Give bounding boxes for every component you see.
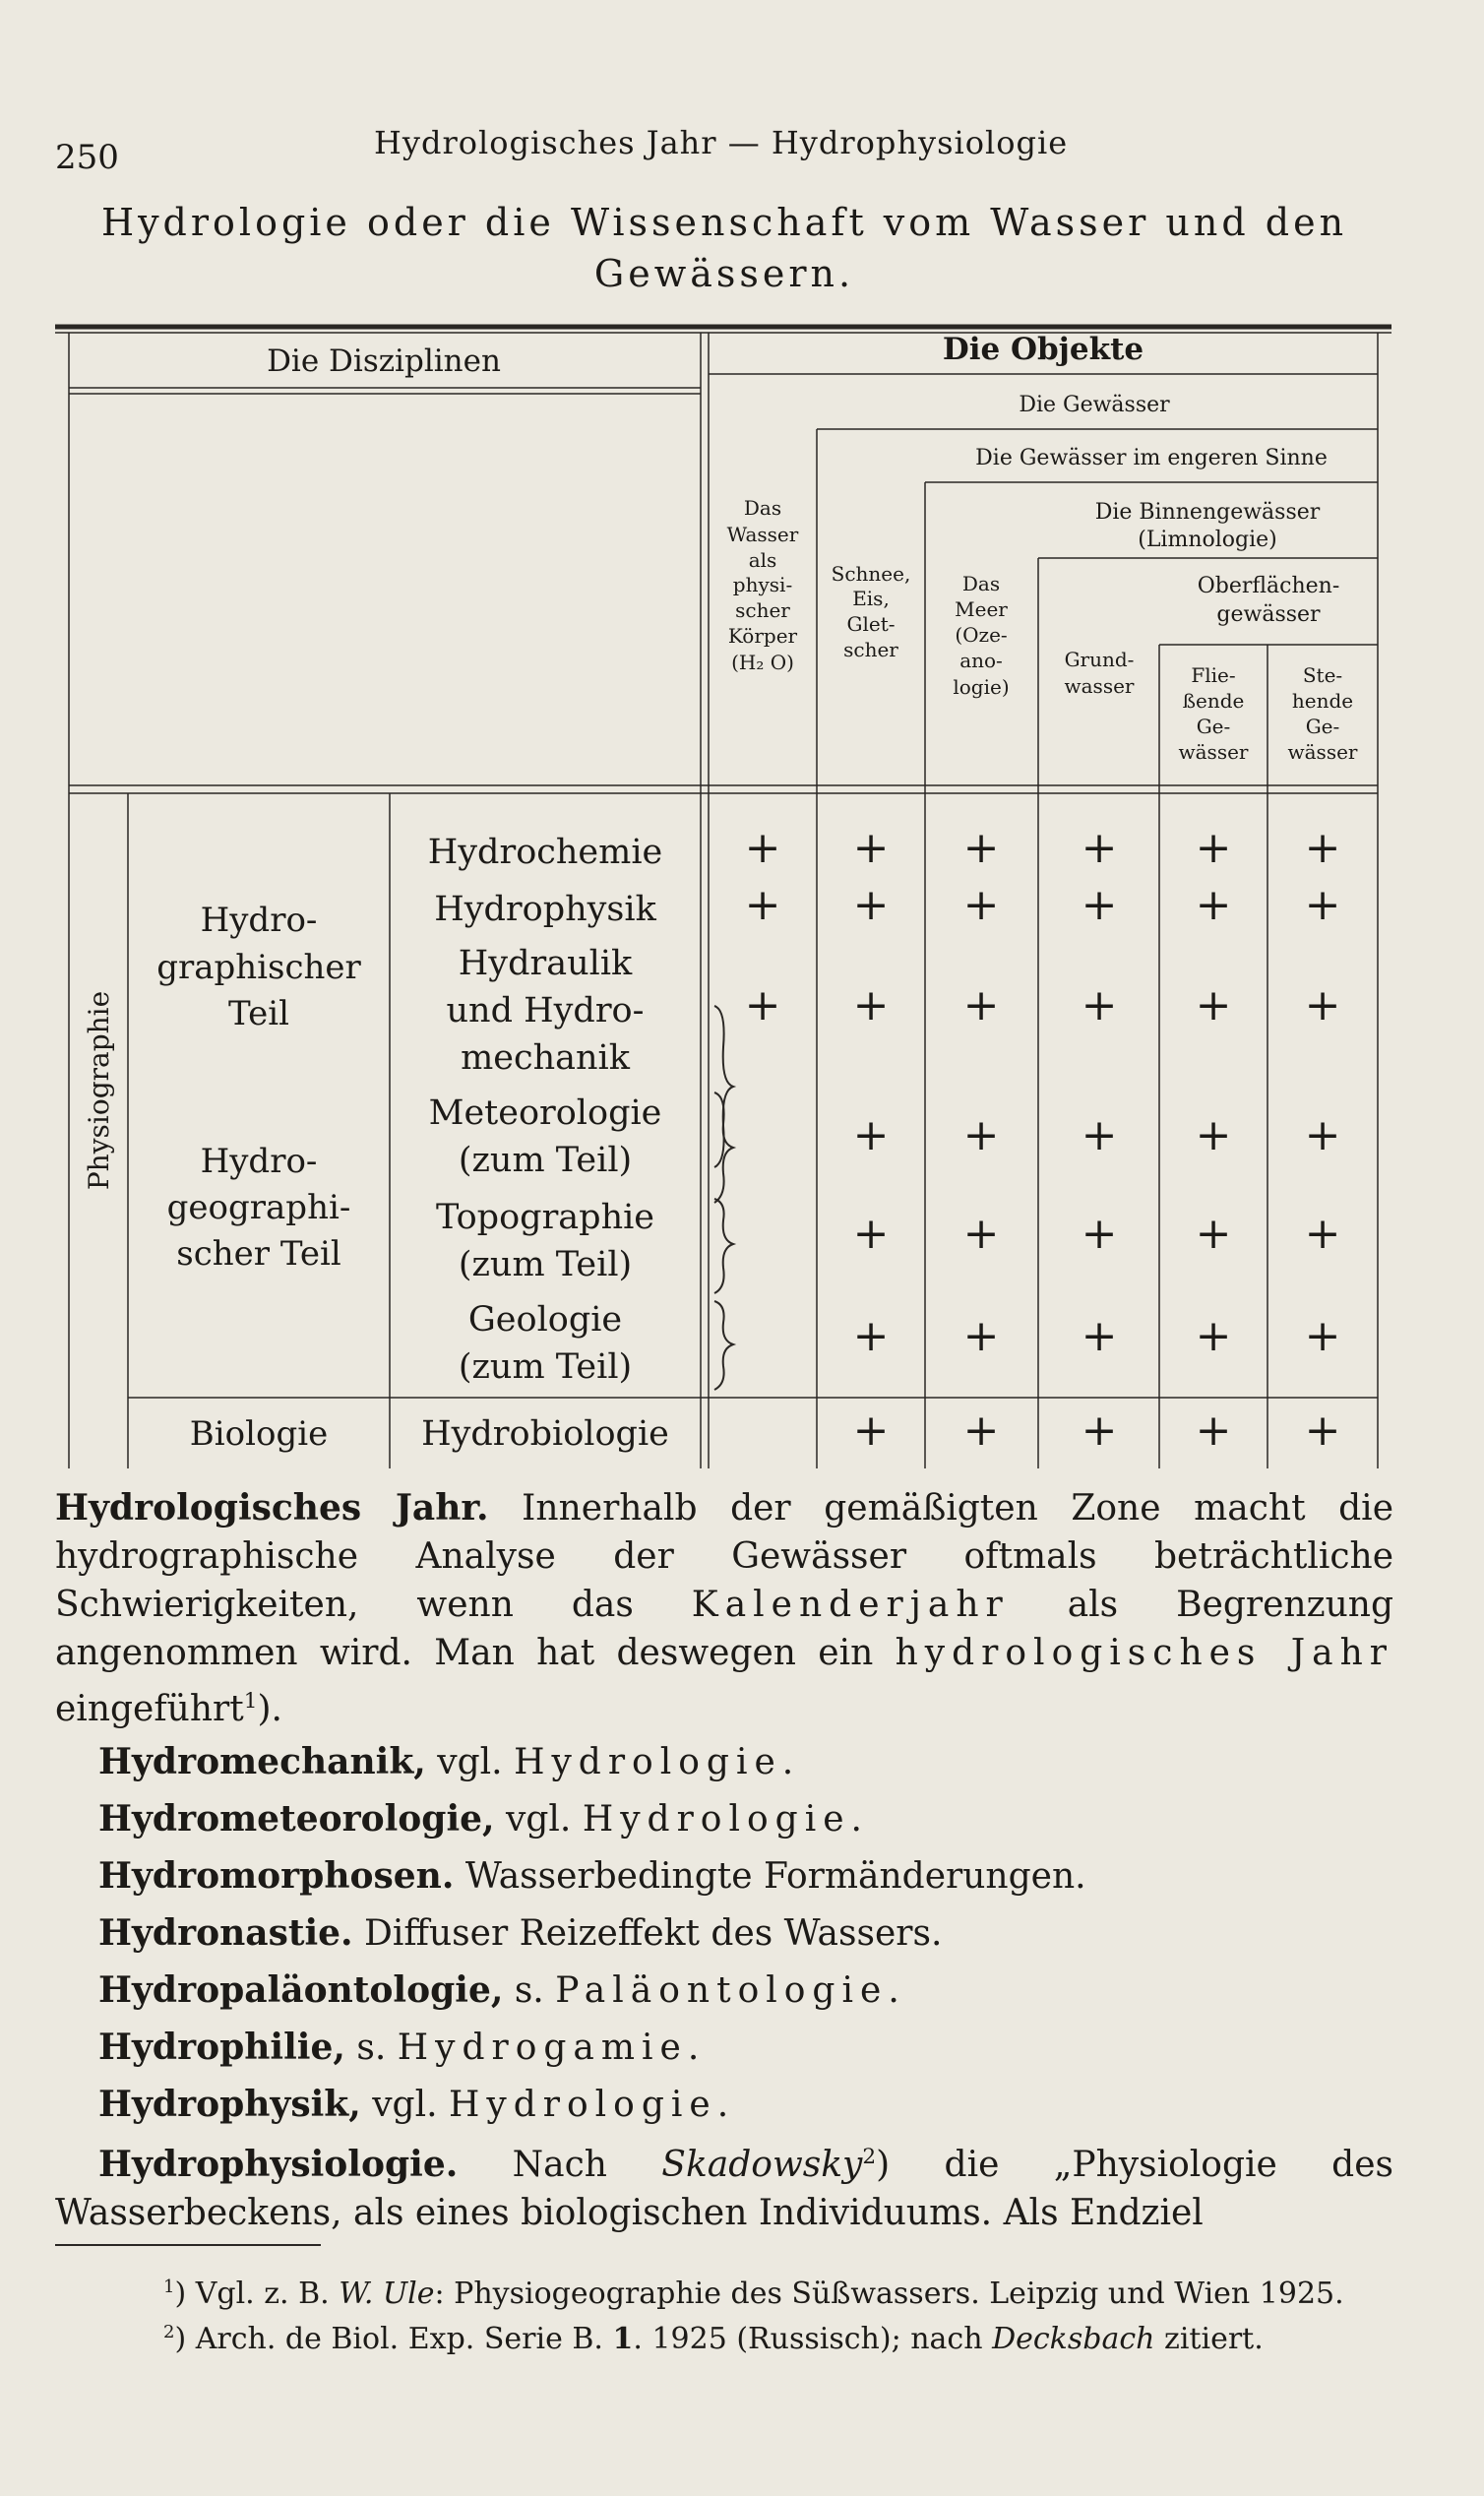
plus-mark: + [1195,1110,1232,1160]
body-text [55,1484,1393,2237]
discipline-name: Hydrobiologie [421,1414,669,1454]
svg-text:wässer: wässer [1287,740,1358,764]
header-gewaesser: Die Gewässer [1019,393,1170,417]
svg-text:Körper: Körper [727,624,798,648]
group-hydrographisch [156,901,361,1033]
plus-mark: + [1304,1405,1341,1456]
svg-text:graphischer: graphischer [156,948,361,987]
header-engeren-sinne: Die Gewässer im engeren Sinne [975,446,1328,470]
col-grund-header [1065,648,1135,698]
plus-mark: + [1081,1405,1118,1456]
svg-text:Das: Das [743,496,782,520]
plus-mark: + [1081,1311,1118,1361]
svg-text:Ste-: Ste- [1302,663,1343,687]
discipline-name: Hydraulik [458,944,633,983]
header-binnen-1: Die Binnengewässer [1094,500,1321,525]
plus-mark: + [962,823,1000,873]
entry-hydrometeorologie: Hydrometeorologie, vgl. Hydrologie. [98,1798,862,1840]
plus-mark: + [1304,823,1341,873]
entry-hydropalaeontologie: Hydropaläontologie, s. Paläontologie. [98,1969,899,2011]
plus-mark: + [1304,1311,1341,1361]
svg-text:Hydro-: Hydro- [200,901,318,940]
plus-mark: + [1081,1209,1118,1259]
discipline-name: (zum Teil) [458,1347,633,1387]
footnote-rule [55,2244,321,2246]
svg-text:Glet-: Glet- [846,612,896,636]
page-number: 250 [55,138,119,177]
header-oberflaechen-1: Oberflächen- [1197,574,1340,598]
table-title: Hydrologie oder die Wissenschaft vom Wasser und den Gewässern. [100,201,1348,295]
plus-mark: + [852,1110,890,1160]
plus-mark: + [1304,1209,1341,1259]
plus-mark: + [744,823,781,873]
col-stehende-header [1288,663,1358,764]
plus-mark: + [1304,980,1341,1030]
header-disziplinen: Die Disziplinen [267,343,501,379]
svg-text:Ge-: Ge- [1305,715,1340,738]
svg-text:Wasser: Wasser [726,523,799,546]
plus-mark: + [962,1110,1000,1160]
svg-text:Teil: Teil [228,994,289,1033]
entry-hydromorphosen: Hydromorphosen. Wasserbedingte Formänderungen. [98,1855,1086,1897]
discipline-name: mechanik [461,1038,630,1078]
svg-text:scher: scher [843,638,898,661]
svg-text:scher Teil: scher Teil [176,1234,341,1274]
footnote-2: $^2$) Arch. de Biol. Exp. Serie B. 1. 1925 (Russisch); nach Decksbach zitiert. [163,2322,1264,2356]
discipline-name: (zum Teil) [458,1245,633,1284]
plus-mark: + [1195,1311,1232,1361]
plus-mark: + [852,880,890,930]
svg-text:Meer: Meer [955,597,1008,621]
entry-hydrologisches-jahr: Hydrologisches Jahr. Innerhalb der gemäßigten Zone macht die hydrographische Analyse der Gewässer oftmals beträchtliche Schwierigkeiten, wenn das Kalenderjahr als Begrenzung angenommen wird. Man hat deswegen ein hydrologisches Jahr eingeführt$^1$). [55,1487,1394,1729]
discipline-name: Hydrophysik [434,890,656,929]
svg-text:Hydro-: Hydro- [200,1142,318,1181]
svg-text:wässer: wässer [1178,740,1249,764]
plus-mark: + [852,823,890,873]
plus-mark: + [962,1209,1000,1259]
group-hydrogeographisch [167,1142,351,1274]
header-objekte: Die Objekte [942,332,1144,367]
entry-hydronastie: Hydronastie. Diffuser Reizeffekt des Wassers. [98,1912,943,1954]
header-binnen-2: (Limnologie) [1138,528,1277,552]
svg-text:scher: scher [735,598,790,622]
plus-mark: + [852,980,890,1030]
svg-text:(H₂ O): (H₂ O) [731,651,794,674]
plus-mark: + [1081,980,1118,1030]
svg-text:ßende: ßende [1182,689,1245,713]
svg-text:Flie-: Flie- [1191,663,1236,687]
plus-mark: + [1081,880,1118,930]
entry-hydrophysiologie: Hydrophysiologie. Nach Skadowsky$^2$) die „Physiologie des Wasserbeckens, als eines biologischen Individuums. Als Endziel [55,2144,1394,2233]
svg-text:Das: Das [961,572,1001,595]
plus-mark: + [1195,823,1232,873]
plus-mark: + [852,1311,890,1361]
plus-mark: + [1081,823,1118,873]
discipline-name: Hydrochemie [427,833,663,872]
svg-text:Eis,: Eis, [852,587,890,610]
svg-text:wasser: wasser [1064,674,1135,698]
plus-mark: + [1195,980,1232,1030]
plus-mark: + [744,980,781,1030]
col-wasser-header [727,496,799,674]
svg-text:ano-: ano- [959,649,1003,672]
svg-text:logie): logie) [953,675,1010,699]
plus-mark: + [1304,880,1341,930]
plus-mark: + [962,1311,1000,1361]
discipline-name: (zum Teil) [458,1141,633,1180]
svg-text:(Oze-: (Oze- [955,623,1008,647]
plus-mark: + [1081,1110,1118,1160]
header-oberflaechen-2: gewässer [1216,602,1321,627]
plus-mark: + [1195,1405,1232,1456]
plus-mark: + [1304,1110,1341,1160]
discipline-name: und Hydro- [446,991,645,1030]
col-fliessende-header [1179,663,1249,764]
footnote-1: $^1$) Vgl. z. B. W. Ule: Physiogeographie des Süßwassers. Leipzig und Wien 1925. [163,2277,1344,2311]
plus-mark: + [962,980,1000,1030]
discipline-name: Geologie [467,1300,623,1340]
running-title: Hydrologisches Jahr — Hydrophysiologie [374,124,1069,161]
plus-mark: + [962,880,1000,930]
discipline-name: Meteorologie [428,1093,662,1133]
svg-text:physi-: physi- [732,573,793,596]
physiographie-label: Physiographie [83,990,115,1191]
svg-text:hende: hende [1291,689,1354,713]
entry-hydromechanik: Hydromechanik, vgl. Hydrologie. [98,1741,794,1782]
entry-hydrophysik: Hydrophysik, vgl. Hydrologie. [98,2084,729,2125]
col-schnee-header [832,562,911,661]
plus-mark: + [744,880,781,930]
plus-mark: + [1195,1209,1232,1259]
svg-text:Ge-: Ge- [1196,715,1231,738]
discipline-rows [421,823,1340,1456]
plus-mark: + [852,1405,890,1456]
svg-text:geographi-: geographi- [166,1188,351,1227]
col-meer-header [953,572,1009,699]
plus-mark: + [962,1405,1000,1456]
svg-text:Grund-: Grund- [1064,648,1135,671]
plus-mark: + [1195,880,1232,930]
entry-hydrophilie: Hydrophilie, s. Hydrogamie. [98,2027,700,2068]
group-biologie: Biologie [189,1414,329,1454]
discipline-name: Topographie [435,1198,655,1237]
plus-mark: + [852,1209,890,1259]
svg-text:als: als [748,548,777,572]
svg-text:Schnee,: Schnee, [831,562,911,586]
